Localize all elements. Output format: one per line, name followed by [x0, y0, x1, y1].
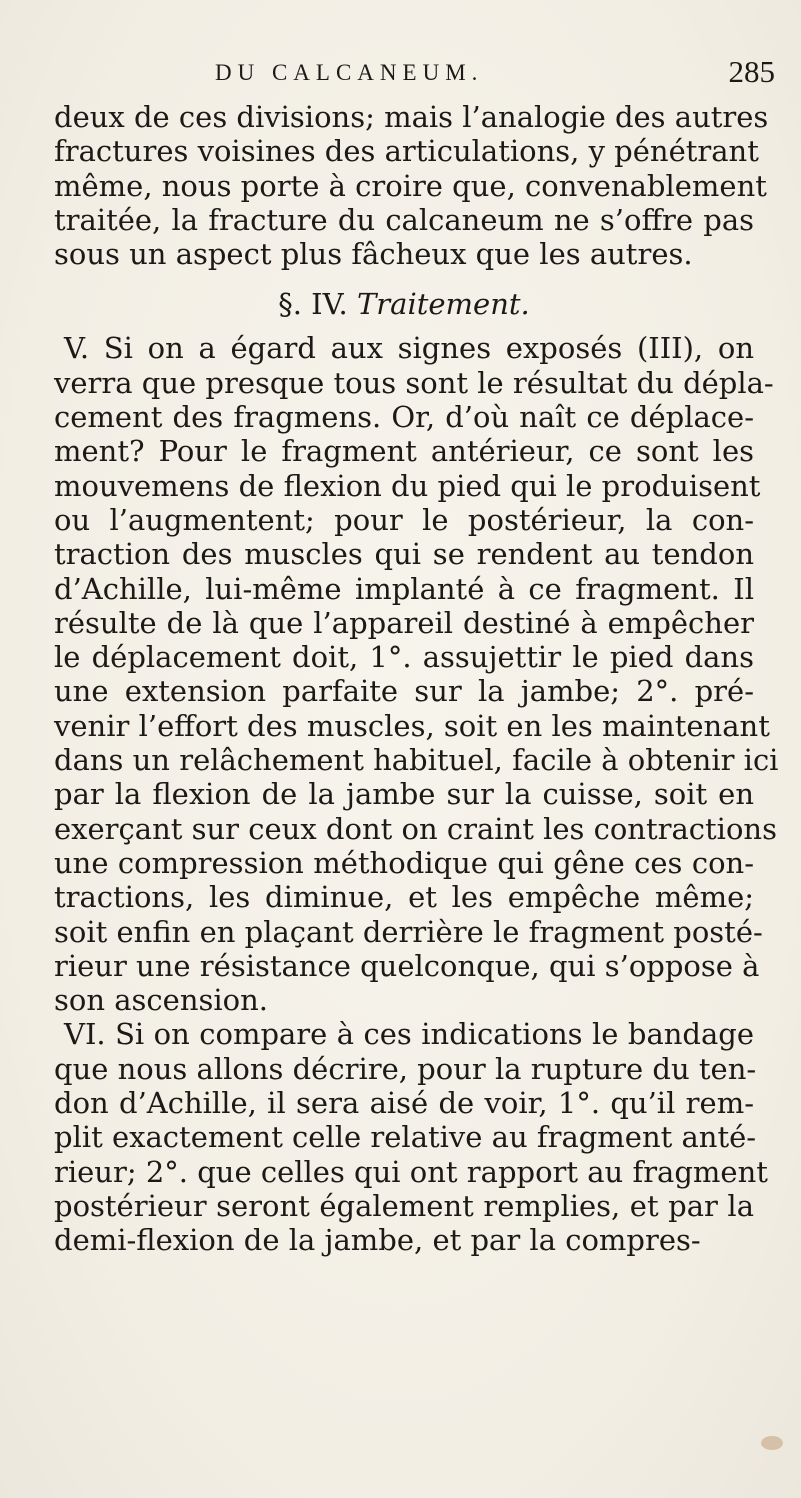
- text-line: résulte de là que l’appareil destiné à empêcher: [54, 605, 754, 640]
- paragraph-treatment: [54, 331, 779, 1258]
- page-header: [40, 52, 790, 96]
- text-line: par la flexion de la jambe sur la cuisse, soit en: [54, 777, 754, 812]
- text-line: ment? Pour le fragment antérieur, ce sont les: [54, 434, 754, 469]
- section-title: Traitement.: [356, 287, 530, 322]
- text-line: deux de ces divisions; mais l’analogie des autres: [54, 100, 769, 134]
- text-line: soit enfin en plaçant derrière le fragment posté-: [54, 914, 763, 949]
- ink-stain: [761, 1436, 783, 1450]
- text-line: ou l’augmentent; pour le postérieur, la con-: [54, 502, 754, 537]
- text-line: V. Si on a égard aux signes exposés (III), on: [64, 331, 754, 366]
- text-line: tractions, les diminue, et les empêche même;: [54, 880, 754, 915]
- text-line: même, nous porte à croire que, convenablement: [54, 168, 767, 203]
- text-line: sous un aspect plus fâcheux que les autres.: [54, 237, 693, 272]
- text-line: plit exactement celle relative au fragment anté-: [54, 1120, 757, 1155]
- text-line: postérieur seront également remplies, et par la: [54, 1188, 754, 1223]
- text-line: traitée, la fracture du calcaneum ne s’offre pas: [54, 202, 754, 237]
- paragraph-intro: [54, 100, 769, 272]
- text-line: fractures voisines des articulations, y pénétrant: [54, 134, 759, 169]
- text-line: traction des muscles qui se rendent au tendon: [54, 537, 754, 572]
- text-line: demi-flexion de la jambe, et par la compres-: [54, 1223, 701, 1258]
- section-numeral: IV.: [311, 287, 348, 322]
- text-line: venir l’effort des muscles, soit en les maintenant: [54, 708, 770, 743]
- text-line: que nous allons décrire, pour la rupture du ten-: [54, 1051, 757, 1086]
- text-line: une extension parfaite sur la jambe; 2°. pré-: [54, 674, 754, 709]
- text-line: don d’Achille, il sera aisé de voir, 1°. qu’il rem-: [54, 1086, 754, 1121]
- text-line: mouvemens de flexion du pied qui le produisent: [54, 468, 761, 503]
- body-text: [54, 100, 779, 1258]
- text-line: son ascension.: [54, 983, 269, 1018]
- text-line: le déplacement doit, 1°. assujettir le pied dans: [54, 640, 754, 675]
- text-line: rieur une résistance quelconque, qui s’oppose à: [54, 948, 760, 983]
- section-symbol: §.: [278, 287, 302, 322]
- page-number: 285: [728, 54, 775, 89]
- text-line: exerçant sur ceux dont on craint les contractions: [54, 811, 777, 846]
- running-title: DU CALCANEUM.: [215, 60, 484, 85]
- text-line: d’Achille, lui-même implanté à ce fragment. Il: [54, 571, 754, 606]
- text-line: VI. Si on compare à ces indications le bandage: [64, 1017, 754, 1052]
- text-line: verra que presque tous sont le résultat du dépla-: [54, 365, 774, 400]
- text-line: rieur; 2°. que celles qui ont rapport au fragment: [54, 1154, 768, 1189]
- text-line: dans un relâchement habituel, facile à obtenir ici: [54, 743, 779, 778]
- text-line: cement des fragmens. Or, d’où naît ce déplace-: [54, 400, 754, 435]
- section-heading: [54, 271, 754, 331]
- text-line: une compression méthodique qui gêne ces con-: [54, 845, 754, 880]
